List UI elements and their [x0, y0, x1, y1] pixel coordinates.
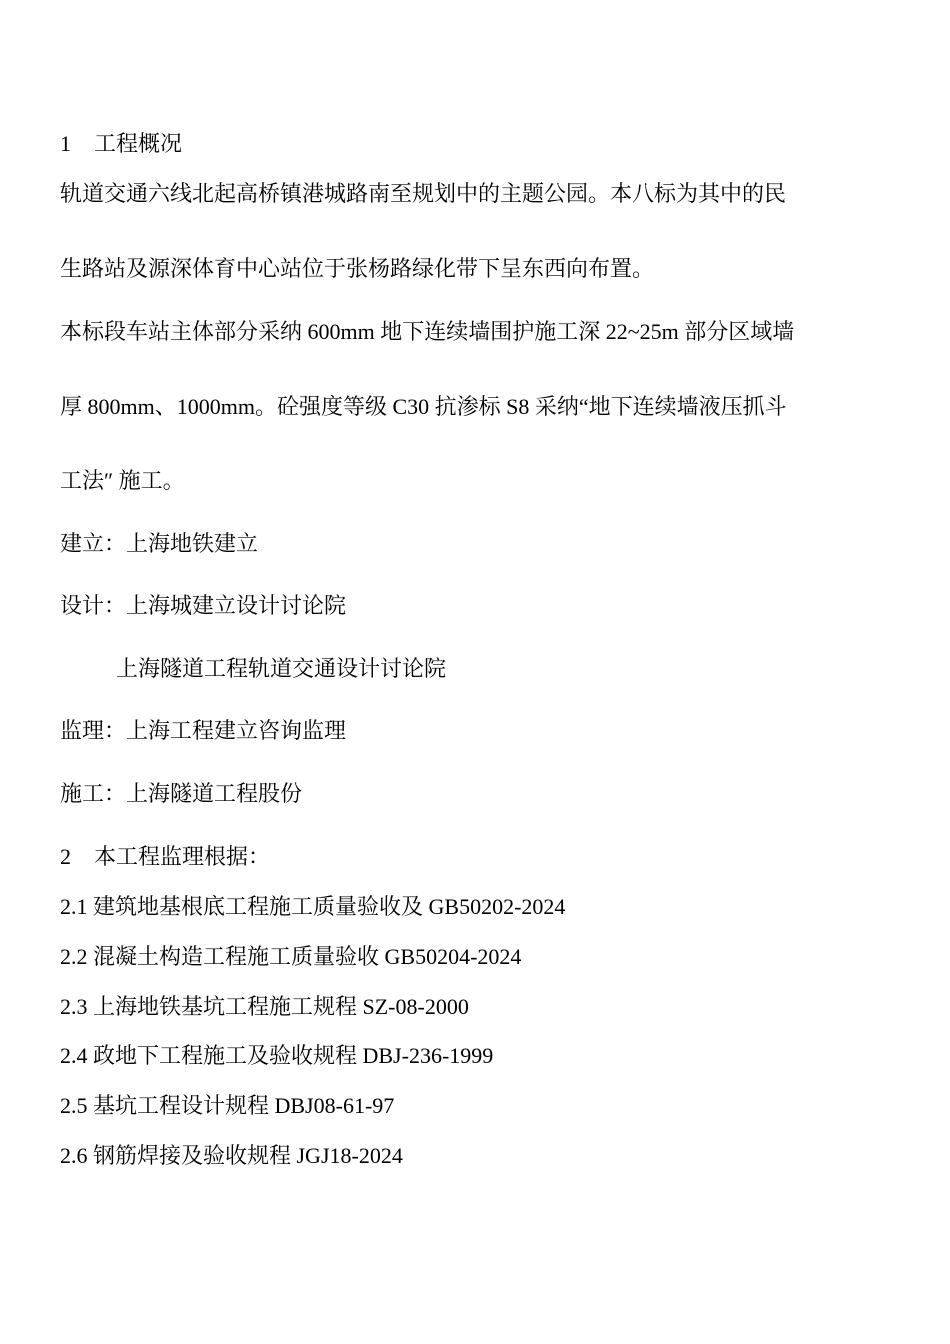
overview-paragraph-2-line-1: 本标段车站主体部分采纳 600mm 地下连续墙围护施工深 22~25m 部分区域墙 [60, 319, 795, 344]
basis-item: 2.5 基坑工程设计规程 DBJ08-61-97 [60, 1093, 395, 1118]
builder-line: 建立：上海地铁建立 [60, 531, 259, 556]
basis-item: 2.4 政地下工程施工及验收规程 DBJ-236-1999 [60, 1043, 494, 1068]
overview-paragraph-2-line-3: 工法″ 施工。 [60, 468, 185, 493]
basis-item: 2.1 建筑地基根底工程施工质量验收及 GB50202-2024 [60, 894, 566, 919]
section-2-title: 本工程监理根据： [94, 844, 271, 869]
section-1-number: 1 [60, 131, 71, 156]
section-2-heading [60, 844, 270, 870]
basis-item: 2.2 混凝土构造工程施工质量验收 GB50204-2024 [60, 944, 522, 969]
overview-paragraph-1-line-2: 生路站及源深体育中心站位于张杨路绿化带下呈东西向布置。 [60, 256, 655, 281]
overview-paragraph-2-line-2: 厚 800mm、1000mm。砼强度等级 C30 抗渗标 S8 采纳“地下连续墙液压抓斗 [60, 394, 787, 419]
overview-paragraph-1-line-1: 轨道交通六线北起高桥镇港城路南至规划中的主题公园。本八标为其中的民 [60, 181, 787, 206]
supervisor-line: 监理：上海工程建立咨询监理 [60, 718, 347, 743]
basis-item: 2.3 上海地铁基坑工程施工规程 SZ-08-2000 [60, 994, 469, 1019]
section-1-heading [60, 131, 182, 157]
designer-line-2: 上海隧道工程轨道交通设计讨论院 [116, 656, 447, 681]
designer-line: 设计：上海城建立设计讨论院 [60, 593, 347, 618]
basis-item: 2.6 钢筋焊接及验收规程 JGJ18-2024 [60, 1143, 403, 1168]
section-1-title: 工程概况 [94, 131, 183, 156]
contractor-line: 施工：上海隧道工程股份 [60, 781, 303, 806]
section-2-number: 2 [60, 844, 71, 869]
